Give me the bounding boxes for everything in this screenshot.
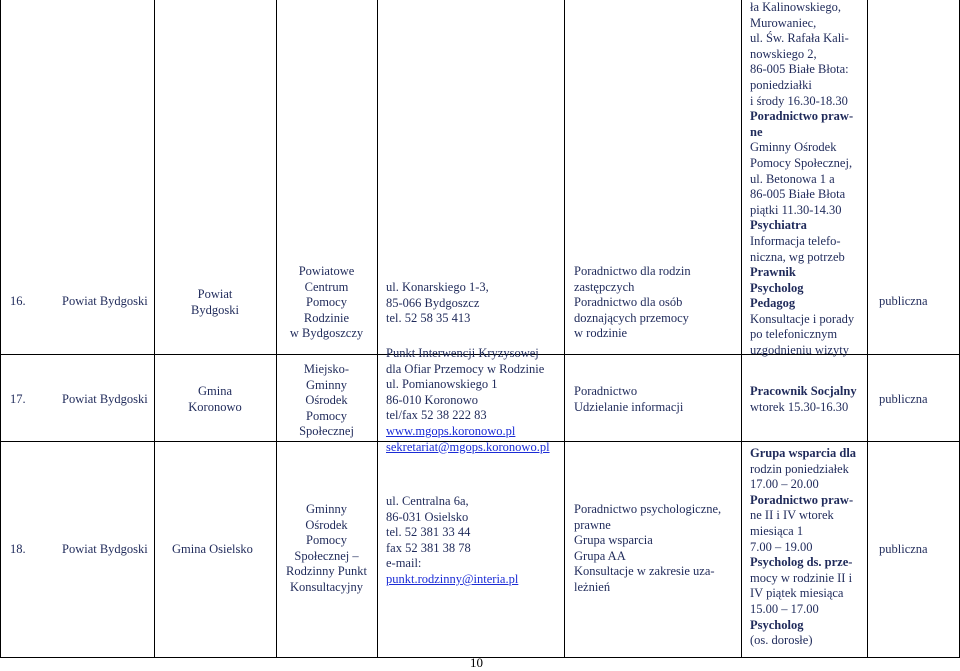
powiat-cell: Powiat Bydgoski [62,392,148,406]
email-link[interactable]: punkt.rodzinny@interia.pl [386,571,519,586]
website-link[interactable]: www.mgops.koronowo.pl [386,423,516,438]
specialist-title: Prawnik [750,265,796,280]
specialist-detail: niczna, wg potrzeb [750,249,845,264]
specialists-cell [750,446,856,649]
row-number: 18. [10,542,26,556]
specialist-detail: miesiąca 1 [750,523,804,538]
scope-cell: Poradnictwo psychologiczne, prawne Grupa wsparcia Grupa AA Konsultacje w zakresie uza- leżnień [574,502,722,594]
specialist-detail: 15.00 – 17.00 [750,601,819,616]
table-border-left [0,0,1,658]
specialist-detail: Pomocy Społecznej, [750,155,853,170]
specialist-detail: Konsultacje i porady [750,311,855,326]
specialist-title: Grupa wsparcia dla [750,446,857,460]
column-divider [154,0,155,658]
row-number: 17. [10,392,26,406]
specialist-detail: wtorek 15.30-16.30 [750,399,849,414]
gmina-cell: Powiat Bydgoski [191,287,239,317]
specialist-detail: 86-005 Białe Błota: [750,62,849,77]
page-number: 10 [470,655,483,670]
type-cell: publiczna [879,294,928,308]
column-divider [377,0,378,658]
row-number: 16. [10,294,26,308]
specialist-detail: IV piątek miesiąca [750,586,844,601]
powiat-cell: Powiat Bydgoski [62,294,148,308]
column-divider [741,0,742,658]
type-cell: publiczna [879,392,928,406]
specialist-detail: (os. dorosłe) [750,633,813,648]
specialist-title: Pedagog [750,296,796,311]
specialist-detail: Gminny Ośrodek [750,140,837,155]
specialists-cell [750,0,854,359]
specialist-detail: i środy 16.30-18.30 [750,93,848,108]
specialist-title: Psychiatra [750,218,807,233]
scope-cell: Poradnictwo Udzielanie informacji [574,384,684,414]
specialist-detail: po telefonicznym [750,327,838,342]
specialist-detail: 17.00 – 20.00 [750,477,819,492]
specialist-detail: 7.00 – 19.00 [750,539,813,554]
specialist-detail: 86-005 Białe Błota [750,187,846,202]
gmina-cell: Gmina Osielsko [172,542,253,556]
specialists-cell [750,384,857,415]
specialist-detail: piątki 11.30-14.30 [750,202,842,217]
specialist-title: Psycholog [750,280,804,295]
email-link[interactable]: sekretariat@mgops.koronowo.pl [386,439,550,454]
column-divider [867,0,868,658]
specialist-detail: Informacja telefo- [750,233,841,248]
specialist-detail: nowskiego 2, [750,46,817,61]
address-cell: ul. Centralna 6a, 86-031 Osielsko tel. 52 381 33 44 fax 52 381 38 78 e-mail: punkt.rodzinny@interia.pl [386,494,519,586]
specialist-title: Pracownik Socjalny [750,384,857,398]
type-cell: publiczna [879,542,928,556]
specialist-title: Poradnictwo praw- [750,109,854,124]
address-cell: ul. Konarskiego 1-3, 85-066 Bydgoszcz tel. 52 58 35 413 [386,280,489,326]
specialist-detail: poniedziałki [750,77,812,92]
specialist-title: Poradnictwo praw- [750,492,854,507]
institution-name-cell: Powiatowe Centrum Pomocy Rodzinie w Bydgoszczy [289,264,364,341]
specialist-detail: uzgodnieniu wizyty [750,343,849,358]
specialist-title: Psycholog ds. prze- [750,555,853,570]
address-cell: Punkt Interwencji Kryzysowej dla Ofiar Przemocy w Rodzinie ul. Pomianowskiego 1 86-010 Koronowo tel/fax 52 38 222 83 www.mgops.koronowo.pl sekretariat@mgops.koronowo.pl [386,346,550,454]
specialist-detail: rodzin poniedziałek [750,461,849,476]
specialist-detail: ul. Św. Rafała Kali- [750,31,849,46]
column-divider [564,0,565,658]
specialist-detail: Murowaniec, [750,15,817,30]
specialist-detail: mocy w rodzinie II i [750,570,853,585]
institution-name-cell: Miejsko- Gminny Ośrodek Pomocy Społecznej [299,362,354,439]
gmina-cell: Gmina Koronowo [188,384,242,414]
scope-cell: Poradnictwo dla rodzin zastępczych Poradnictwo dla osób doznających przemocy w rodzinie [574,264,691,341]
specialist-detail: ne II i IV wtorek [750,508,834,523]
specialist-title: Psycholog [750,617,804,632]
institution-name-cell: Gminny Ośrodek Pomocy Społecznej – Rodzinny Punkt Konsultacyjny [286,502,367,594]
specialist-title: ne [750,124,763,139]
powiat-cell: Powiat Bydgoski [62,542,148,556]
specialist-detail: ul. Betonowa 1 a [750,171,835,186]
specialist-detail: ła Kalinowskiego, [750,0,841,14]
